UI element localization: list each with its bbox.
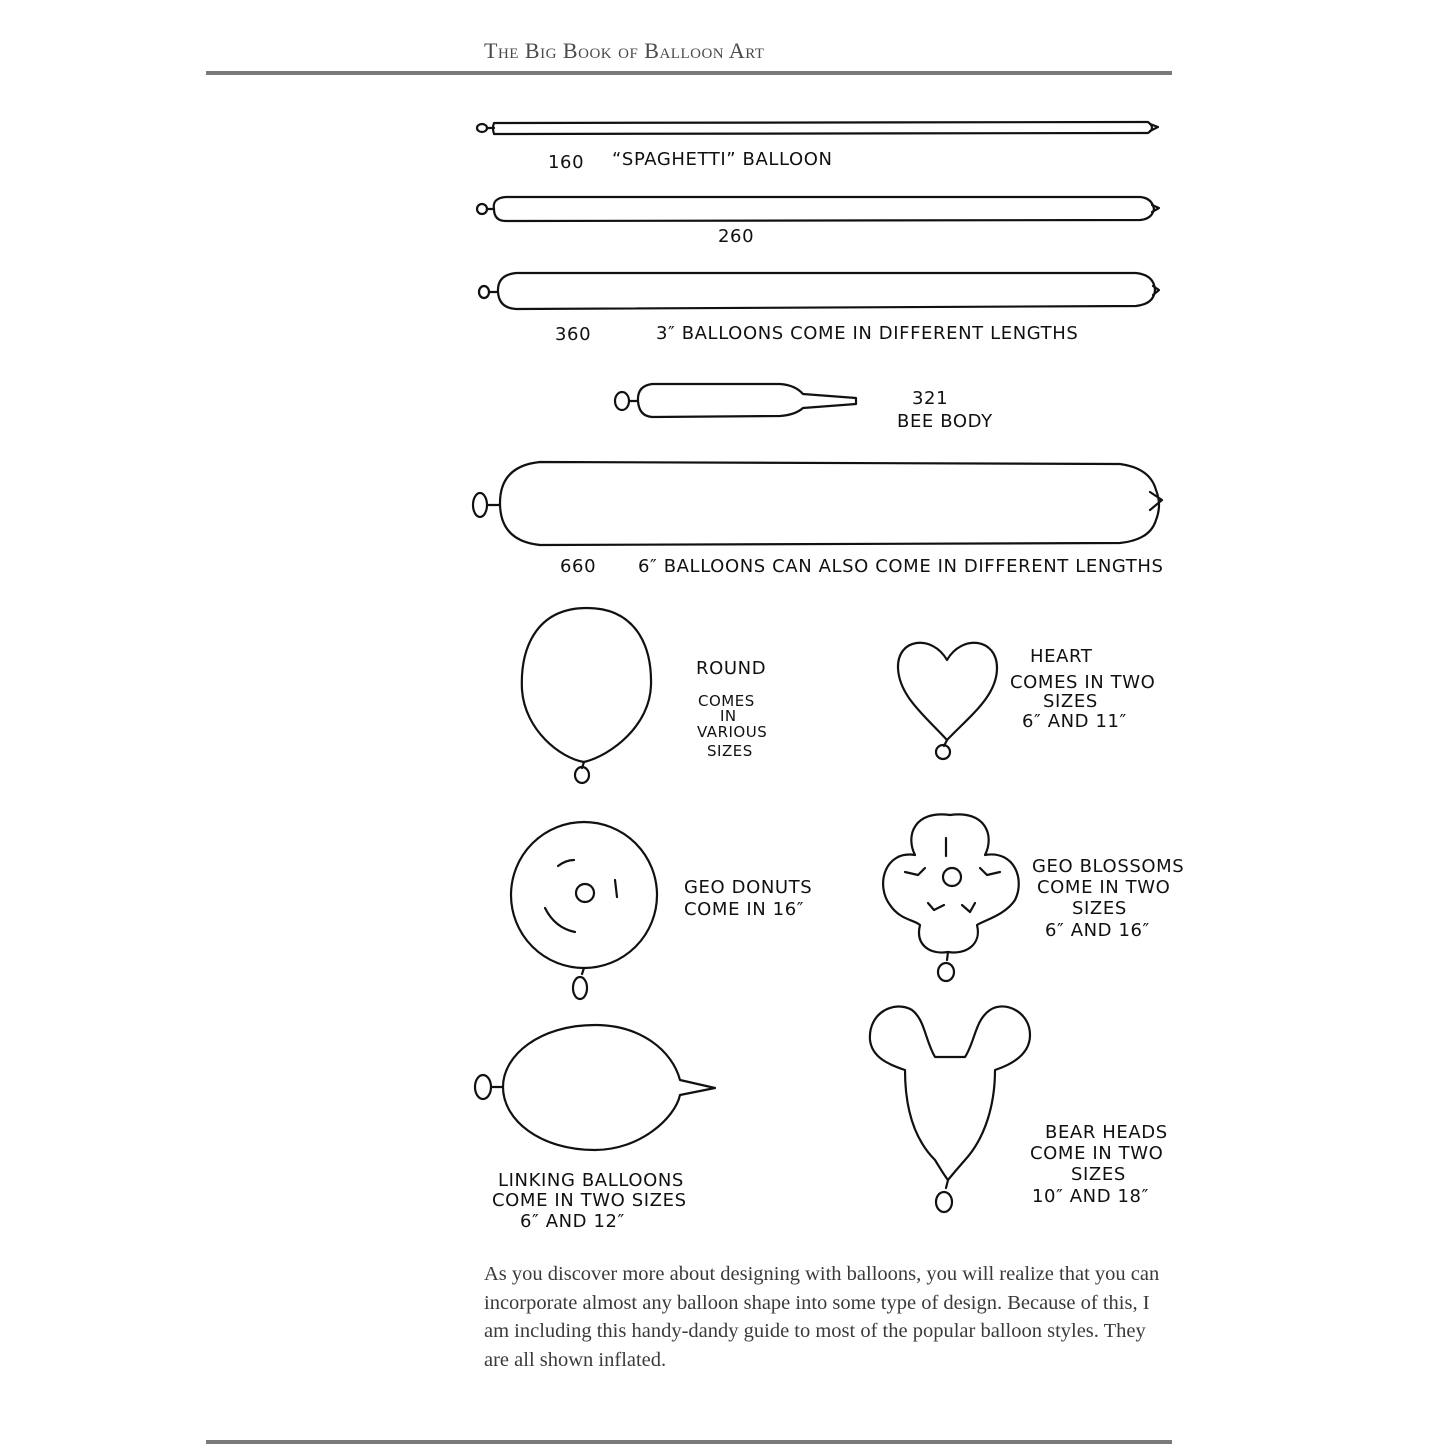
heart-balloon-drawing (898, 643, 997, 759)
balloon-660-drawing (473, 462, 1162, 545)
bear-line-2: COME IN TWO (1030, 1143, 1164, 1164)
balloon-360-drawing (479, 273, 1159, 309)
bear-head-drawing (870, 1006, 1030, 1212)
blossom-line-3: SIZES (1072, 898, 1127, 919)
balloon-360-caption: 3″ BALLOONS COME IN DIFFERENT LENGTHS (656, 323, 1079, 344)
blossom-line-1: GEO BLOSSOMS (1032, 856, 1185, 877)
heart-line-1: COMES IN TWO (1010, 672, 1156, 693)
balloon-260-drawing (477, 197, 1159, 221)
round-title: ROUND (696, 658, 767, 679)
balloon-260-number: 260 (718, 226, 755, 247)
balloon-660-caption: 6″ BALLOONS CAN ALSO COME IN DIFFERENT LENGTHS (638, 556, 1164, 577)
blossom-line-4: 6″ AND 16″ (1045, 920, 1150, 941)
balloon-321-number: 321 (912, 388, 949, 409)
round-line-2: IN (720, 707, 737, 725)
linking-line-2: COME IN TWO SIZES (492, 1190, 687, 1211)
bear-line-1: BEAR HEADS (1045, 1122, 1168, 1143)
balloon-321-drawing (615, 384, 856, 417)
donut-line-1: GEO DONUTS (684, 877, 813, 898)
balloon-321-name: BEE BODY (897, 411, 993, 432)
body-paragraph: As you discover more about designing with balloons, you will realize that you can incorporate almost any balloon shape into some type of design. Because of this, I am including this handy-dandy guide to most of the popular balloon styles. They are all shown inflated. (484, 1263, 1160, 1371)
donut-line-2: COME IN 16″ (684, 899, 805, 920)
round-balloon-drawing (522, 608, 651, 783)
balloon-160-name: “SPAGHETTI” BALLOON (612, 149, 833, 170)
linking-line-3: 6″ AND 12″ (520, 1211, 625, 1232)
running-head: The Big Book of Balloon Art (484, 38, 765, 63)
heart-line-2: SIZES (1043, 691, 1098, 712)
balloon-160-number: 160 (548, 152, 585, 173)
footer-rule (206, 1440, 1172, 1444)
blossom-line-2: COME IN TWO (1037, 877, 1171, 898)
balloon-160-drawing (477, 122, 1158, 134)
heart-line-3: 6″ AND 11″ (1022, 711, 1127, 732)
heart-title: HEART (1030, 646, 1093, 667)
geo-blossom-drawing (883, 814, 1019, 981)
bear-line-3: SIZES (1071, 1164, 1126, 1185)
geo-donut-drawing (511, 822, 657, 999)
balloon-360-number: 360 (555, 324, 592, 345)
linking-line-1: LINKING BALLOONS (498, 1170, 684, 1191)
round-line-1: COMES (698, 692, 755, 710)
round-line-3: VARIOUS (697, 723, 768, 741)
round-line-4: SIZES (707, 742, 753, 760)
bear-line-4: 10″ AND 18″ (1032, 1186, 1149, 1207)
linking-balloon-drawing (475, 1025, 715, 1150)
balloon-660-number: 660 (560, 556, 597, 577)
